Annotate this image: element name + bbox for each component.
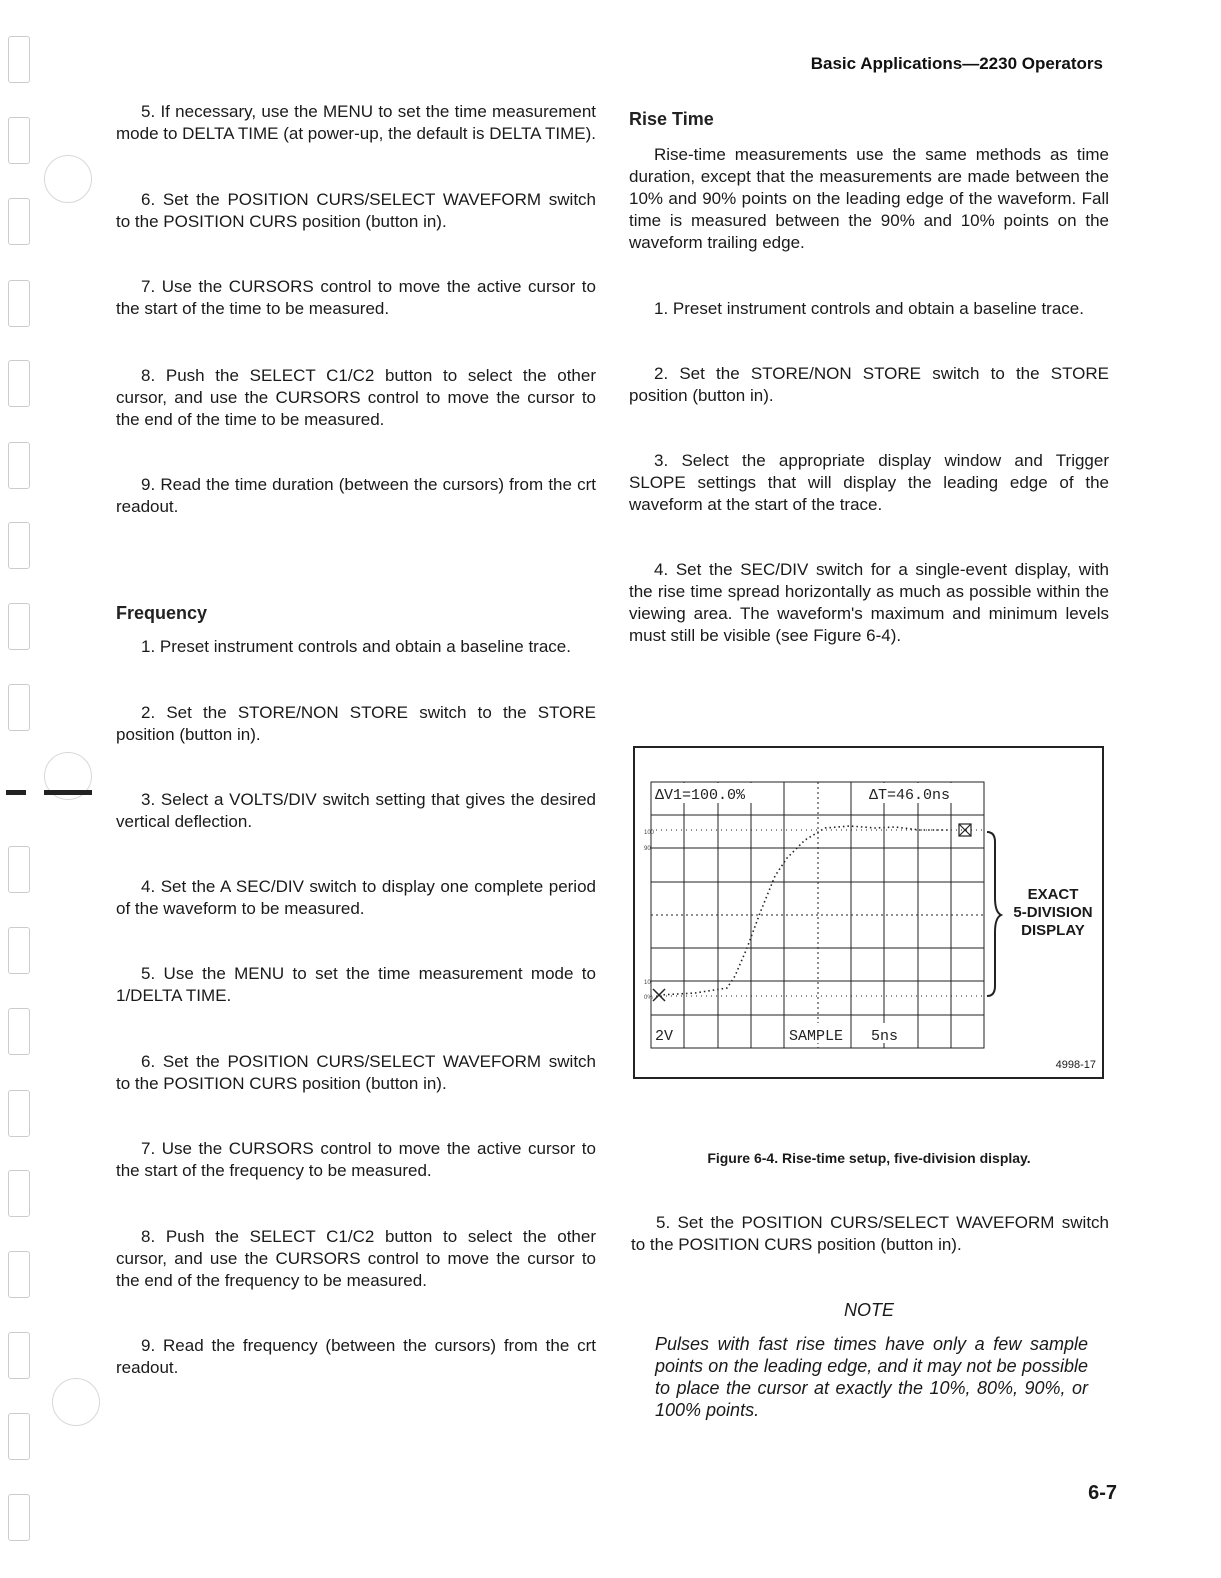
note-title: NOTE (843, 1300, 894, 1320)
freq-step-9: 9. Read the frequency (between the cursors) from the crt readout. (116, 1336, 596, 1377)
freq-step-4: 4. Set the A SEC/DIV switch to display one complete period of the waveform to be measured. (116, 877, 596, 918)
label-line: EXACT (1027, 886, 1079, 903)
binder-hole (52, 1378, 100, 1426)
binder-margin-mark (8, 927, 30, 974)
readout-dv: ΔV1=100.0% (655, 787, 746, 804)
binder-margin-mark (8, 1332, 30, 1379)
rise-time-heading: Rise Time (629, 109, 714, 129)
note-body: Pulses with fast rise times have only a few sample points on the leading edge, and it may not be possible to place the cursor at exactly the 10%, 80%, 90%, or 100% points. (655, 1334, 1088, 1420)
rise-step-5: 5. Set the POSITION CURS/SELECT WAVEFORM switch to the POSITION CURS position (button in). (631, 1213, 1109, 1254)
time-step-7: 7. Use the CURSORS control to move the active cursor to the start of the time to be measured. (116, 277, 596, 318)
figure-caption: Figure 6-4. Rise-time setup, five-division display. (707, 1150, 1031, 1166)
binder-margin-mark (8, 1494, 30, 1541)
freq-step-1: 1. Preset instrument controls and obtain a baseline trace. (141, 637, 571, 656)
readout-mode: SAMPLE (789, 1028, 844, 1045)
running-header: Basic Applications—2230 Operators (810, 54, 1103, 73)
left-column (116, 101, 596, 1379)
time-step-6: 6. Set the POSITION CURS/SELECT WAVEFORM switch to the POSITION CURS position (button in). (116, 190, 596, 231)
rise-waveform (659, 826, 951, 995)
freq-step-8: 8. Push the SELECT C1/C2 button to select the other cursor, and use the CURSORS control to move the cursor to the end of the frequency to be measured. (116, 1227, 596, 1290)
freq-step-3: 3. Select a VOLTS/DIV switch setting that gives the desired vertical deflection. (116, 790, 596, 831)
time-step-9: 9. Read the time duration (between the cursors) from the crt readout. (116, 475, 596, 516)
tick-label-100: 100 (644, 830, 655, 836)
readout-volts: 2V (655, 1028, 674, 1045)
graticule (651, 782, 984, 1048)
cursor-marker-end (959, 824, 971, 836)
exact-display-label (1003, 886, 1103, 940)
binder-margin-mark (8, 1170, 30, 1217)
binder-margin-mark (8, 1251, 30, 1298)
binder-margin-mark (8, 280, 30, 327)
binder-margin-mark (8, 360, 30, 407)
binder-margin-mark (8, 603, 30, 650)
rise-step-4: 4. Set the SEC/DIV switch for a single-event display, with the rise time spread horizontally as much as possible within the viewing area. The waveform's maximum and minimum levels must still be visible (see Figure 6-4). (629, 560, 1109, 645)
rise-step-1: 1. Preset instrument controls and obtain a baseline trace. (654, 299, 1084, 318)
time-step-8: 8. Push the SELECT C1/C2 button to select the other cursor, and use the CURSORS control to move the cursor to the end of the time to be measured. (116, 366, 596, 429)
tick-label-10: 10 (644, 980, 651, 986)
binder-margin-mark (8, 117, 30, 164)
display-brace (987, 832, 1001, 996)
freq-step-2: 2. Set the STORE/NON STORE switch to the STORE position (button in). (116, 703, 596, 744)
figure-id: 4998-17 (1055, 1059, 1096, 1071)
tick-label-0: 0% (644, 995, 653, 1001)
freq-step-5: 5. Use the MENU to set the time measurement mode to 1/DELTA TIME. (116, 964, 596, 1005)
time-step-5: 5. If necessary, use the MENU to set the time measurement mode to DELTA TIME (at power-up, the default is DELTA TIME). (116, 102, 596, 143)
page-number: 6-7 (1088, 1482, 1117, 1504)
binder-margin-mark (8, 198, 30, 245)
binder-margin-mark (8, 36, 30, 83)
binder-margin-mark (8, 684, 30, 731)
cursor-marker-start (653, 989, 665, 1001)
label-line: DISPLAY (1021, 922, 1085, 939)
binder-margin-mark (8, 442, 30, 489)
right-column (629, 101, 1109, 647)
figure-6-4 (633, 746, 1104, 1079)
label-line: 5-DIVISION (1013, 904, 1093, 921)
frequency-heading: Frequency (116, 603, 208, 623)
binder-hole (44, 155, 92, 203)
freq-step-6: 6. Set the POSITION CURS/SELECT WAVEFORM switch to the POSITION CURS position (button in). (116, 1052, 596, 1093)
binder-margin-mark (8, 522, 30, 569)
tick-label-90: 90 (644, 846, 651, 852)
binder-margin-mark (8, 1008, 30, 1055)
rise-time-intro: Rise-time measurements use the same methods as time duration, except that the measurements are made between the 10% and 90% points on the leading edge of the waveform. Fall time is measured between the 90% and 10% points on the waveform trailing edge. (629, 145, 1109, 252)
rise-step-3: 3. Select the appropriate display window and Trigger SLOPE settings that will display the leading edge of the waveform at the start of the trace. (629, 451, 1109, 514)
binder-margin-mark (8, 1413, 30, 1460)
binder-tab-mark (6, 790, 26, 795)
readout-dt: ΔT=46.0ns (869, 787, 951, 804)
freq-step-7: 7. Use the CURSORS control to move the active cursor to the start of the frequency to be measured. (116, 1139, 596, 1180)
binder-margin-mark (8, 846, 30, 893)
binder-tab-mark (44, 790, 92, 795)
rise-step-2: 2. Set the STORE/NON STORE switch to the STORE position (button in). (629, 364, 1109, 405)
readout-time: 5ns (871, 1028, 899, 1045)
binder-margin-mark (8, 1090, 30, 1137)
